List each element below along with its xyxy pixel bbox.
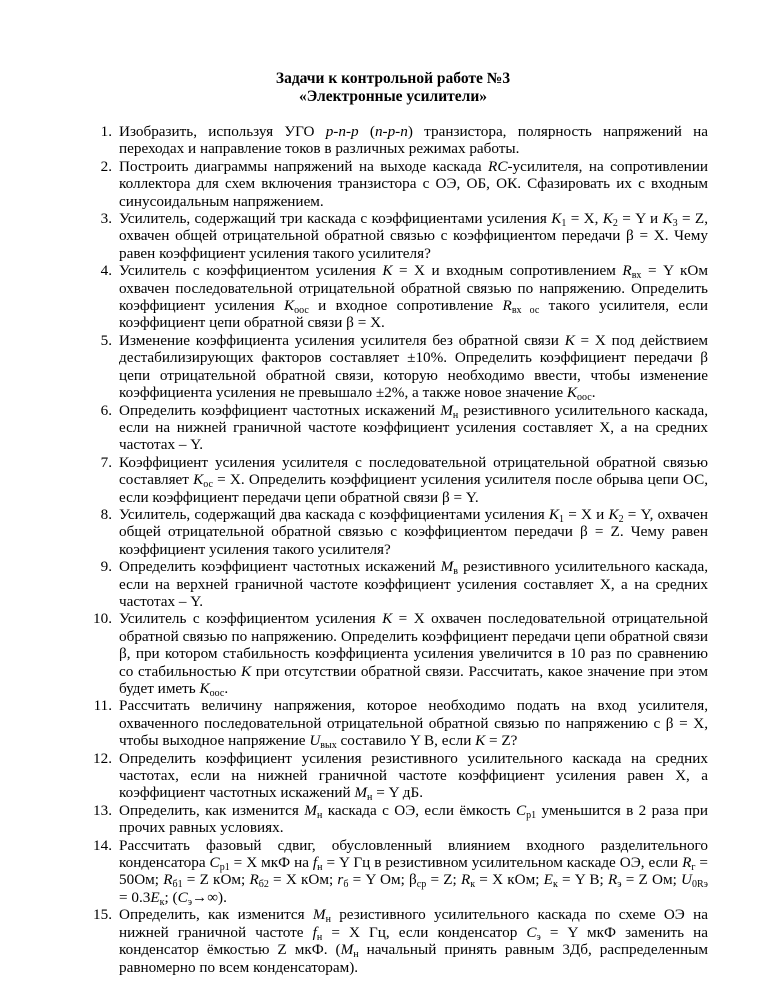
task-text: Рассчитать величину напряжения, которое необходимо подать на вход усилителя, охваченного последовательной отрицательной обратной связью по напряжению с β = X, чтобы выходное напряжение $U_{вых}$ составило Y В, если К = Z? [119,697,708,752]
task-text: Построить диаграммы напряжений на выходе каскада RC-усилителя, на сопротивлении коллектора для схем включения транзистора с ОЭ, ОБ, ОК. Сфазировать их с входным синусоидальным напряжением. [119,157,708,210]
task-item [78,558,708,610]
task-text: Коэффициент усиления усилителя с последовательной отрицательной обратной связью составляет $К_{ос} = X$. Определить коэффициент усиления усилителя после обрыва цепи ОС, если коэффициент передачи цепи обратной связи β = Y. [119,453,708,506]
task-item [78,210,708,262]
task-text: Изобразить, используя УГО p-n-p (n-p-n) транзистора, полярность напряжений на переходах и направление токов в различных режимах работы. [119,123,708,158]
task-text: Определить, как изменится $М_н$ резистивного усилительного каскада по схеме ОЭ на нижней граничной частоте $f_н = X$ Гц, если конденсатор $С_э = Y$ мкФ заменить на конденсатор ёмкостью Z мкФ. ($М_н$ начальный принять равным 3Дб, распределенным равномерно по всем конденсаторам). [119,906,708,976]
task-item [78,802,708,837]
task-item [78,123,708,158]
task-item [78,697,708,752]
task-text: Определить коэффициент усиления резистивного усилительного каскада на средних частотах, если на нижней граничной частоте коэффициент усиления равен X, а коэффициент частотных искажений $М_н = Y$ дБ. [119,749,708,804]
task-text: Усилитель с коэффициентом усиления К = X охвачен последовательной отрицательной обратной связью по напряжению. Определить коэффициент передачи цепи обратной связи β, при котором стабильность коэффициента усиления увеличится в 10 раз по сравнению со стабильностью К при отсутствии обратной связи. Рассчитать, какое значение при этом будет иметь $К_{оос}$. [119,610,709,699]
task-number: 7. [100,453,112,471]
task-number: 4. [100,262,112,280]
task-item [78,750,708,802]
task-list [78,123,708,976]
task-number: 5. [100,331,112,349]
task-item [78,158,708,210]
task-number: 10. [93,610,112,628]
task-text: Усилитель, содержащий два каскада с коэффициентами усиления $К_1 = X$ и $К_2 = Y$, охвачен общей отрицательной обратной связью с коэффициентом передачи β = Z. Чему равен коэффициент усиления такого усилителя? [119,505,708,558]
task-text: Изменение коэффициента усиления усилителя без обратной связи К = X под действием дестабилизирующих факторов составляет ±10%. Определить коэффициент передачи β цепи отрицательной обратной связи, которую необходимо ввести, чтобы изменение коэффициента усиления не превышало ±2%, а также новое значение $К_{оос}$. [119,331,708,404]
title-line-2: «Электронные усилители» [298,88,488,105]
task-number: 2. [100,157,112,175]
task-item [78,837,708,907]
task-number: 3. [100,210,112,228]
task-item [78,332,708,402]
task-item [78,906,708,976]
task-number: 15. [93,906,112,924]
page-title [78,70,708,106]
task-number: 14. [93,836,112,854]
task-number: 9. [100,558,112,576]
task-text: Определить, как изменится $М_н$ каскада с ОЭ, если ёмкость $С_{р1}$ уменьшится в 2 раза при прочих равных условиях. [119,801,708,837]
task-item [78,402,708,454]
task-number: 13. [93,801,112,819]
task-item [78,506,708,558]
task-text: Усилитель, содержащий три каскада с коэффициентами усиления $К_1 = X$, $К_2 = Y$ и $К_3 = Z$, охвачен общей отрицательной обратной связью с коэффициентом передачи β = X. Чему равен коэффициент усиления такого усилителя? [119,210,708,262]
task-text: Определить коэффициент частотных искажений $М_в$ резистивного усилительного каскада, если на верхней граничной частоте коэффициент усиления составляет X, а на средних частотах – Y. [119,558,709,610]
task-number: 12. [93,749,112,767]
task-number: 6. [100,401,112,419]
task-item [78,610,708,697]
task-number: 1. [100,123,112,140]
task-text: Рассчитать фазовый сдвиг, обусловленный влиянием входного разделительного конденсатора $С_{р1} = X$ мкФ на $f_н = Y$ Гц в резистивном усилительном каскаде ОЭ, если $R_г = 50Ом$; $R_{б1} = Z$ кОм; $R_{б2} = X$ кОм; $r_б = Y$ Ом; $\beta_{ср} = Z$; $R_к = X$ кОм; $Е_к = Y$ В; $R_э = Z$ Ом; $U_{0Rэ} = 0.3Е_к$; $(С_э\to\infty)$. [119,836,708,908]
task-text: Усилитель с коэффициентом усиления К = X и входным сопротивлением $R_{вх} = Y$ кОм охвачен последовательной отрицательной обратной связью по напряжению. Определить коэффициент усиления $К_{оос}$ и входное сопротивление $R_{вх ос}$ такого усилителя, если коэффициент цепи обратной связи β = X. [119,262,708,332]
task-number: 8. [100,505,112,523]
task-number: 11. [93,697,112,715]
task-item [78,454,708,506]
title-line-1: Задачи к контрольной работе №3 [275,70,511,87]
task-text: Определить коэффициент частотных искажений $М_н$ резистивного усилительного каскада, если на нижней граничной частоте коэффициент усиления составляет X, а на средних частотах – Y. [119,401,709,454]
task-item [78,262,708,332]
